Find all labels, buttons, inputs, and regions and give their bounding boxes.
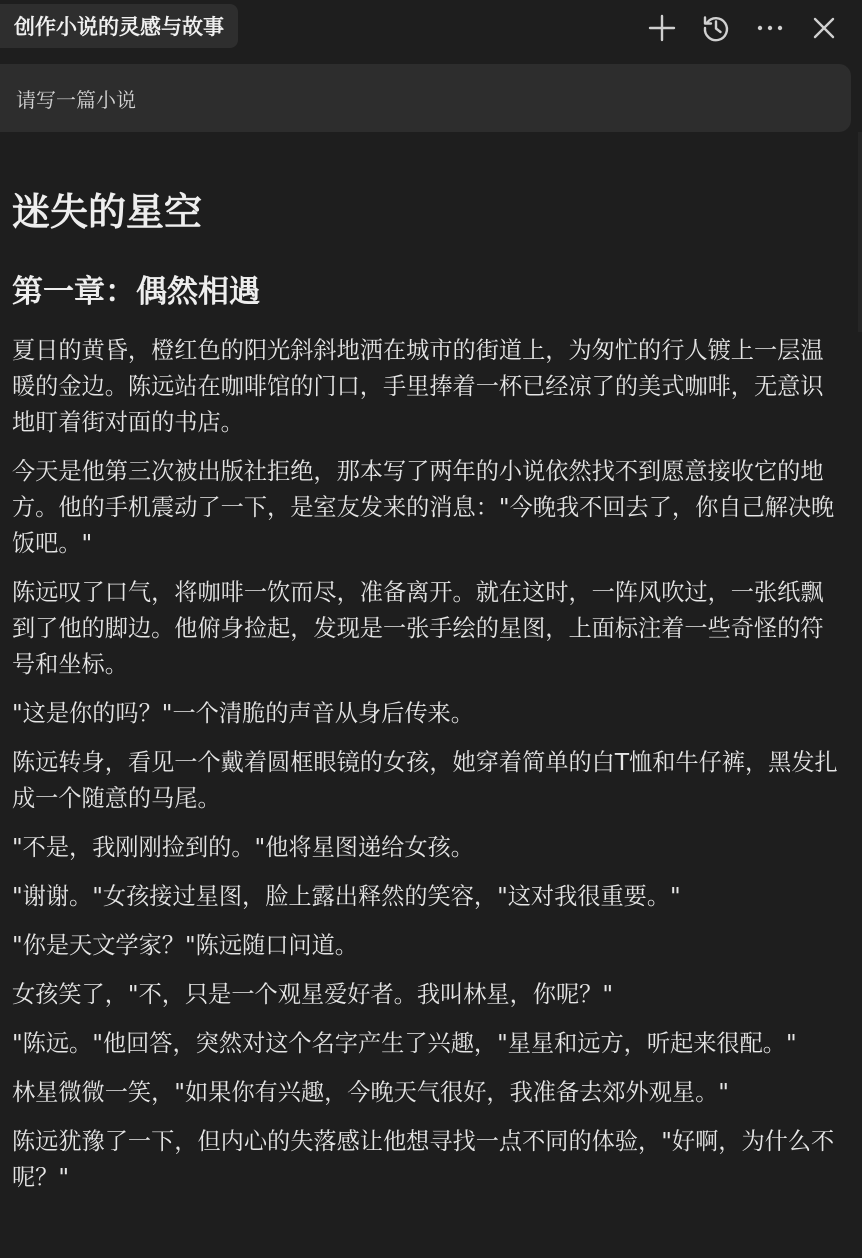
story-content xyxy=(12,190,838,1209)
paragraph: 陈远犹豫了一下，但内心的失落感让他想寻找一点不同的体验，"好啊，为什么不呢？" xyxy=(12,1127,835,1191)
paragraph: 夏日的黄昏，橙红色的阳光斜斜地洒在城市的街道上，为匆忙的行人镀上一层温暖的金边。陈远站在咖啡馆的门口，手里捧着一杯已经凉了的美式咖啡，无意识地盯着街对面的书店。 xyxy=(12,336,824,436)
paragraph: "这是你的吗？"一个清脆的声音从身后传来。 xyxy=(12,699,474,727)
more-icon xyxy=(755,13,785,43)
new-chat-button[interactable] xyxy=(640,6,684,50)
paragraph: 陈远叹了口气，将咖啡一饮而尽，准备离开。就在这时，一阵风吹过，一张纸飘到了他的脚边。他俯身捡起，发现是一张手绘的星图，上面标注着一些奇怪的符号和坐标。 xyxy=(12,578,824,678)
novel-title: 迷失的星空 xyxy=(12,190,203,234)
conversation-title[interactable]: 创作小说的灵感与故事 xyxy=(0,4,238,48)
history-icon xyxy=(701,13,731,43)
paragraph: 今天是他第三次被出版社拒绝，那本写了两年的小说依然找不到愿意接收它的地方。他的手机震动了一下，是室友发来的消息："今晚我不回去了，你自己解决晚饭吧。" xyxy=(12,457,835,557)
header-actions xyxy=(640,6,846,50)
user-prompt-message: 请写一篇小说 xyxy=(0,64,851,132)
close-button[interactable] xyxy=(802,6,846,50)
paragraph: 陈远转身，看见一个戴着圆框眼镜的女孩，她穿着简单的白T恤和牛仔裤，黑发扎成一个随意的马尾。 xyxy=(12,748,838,812)
story-paragraphs xyxy=(12,333,838,1196)
scrollbar[interactable] xyxy=(858,132,862,332)
paragraph: "谢谢。"女孩接过星图，脸上露出释然的笑容，"这对我很重要。" xyxy=(12,882,681,910)
paragraph: "陈远。"他回答，突然对这个名字产生了兴趣，"星星和远方，听起来很配。" xyxy=(12,1029,797,1057)
paragraph: "你是天文学家？"陈远随口问道。 xyxy=(12,931,358,959)
chapter-title: 第一章：偶然相遇 xyxy=(12,273,260,310)
plus-icon xyxy=(647,13,677,43)
paragraph: 女孩笑了，"不，只是一个观星爱好者。我叫林星，你呢？" xyxy=(12,980,614,1008)
close-icon xyxy=(809,13,839,43)
paragraph: "不是，我刚刚捡到的。"他将星图递给女孩。 xyxy=(12,833,474,861)
top-bar xyxy=(0,0,862,56)
more-button[interactable] xyxy=(748,6,792,50)
history-button[interactable] xyxy=(694,6,738,50)
paragraph: 林星微微一笑，"如果你有兴趣，今晚天气很好，我准备去郊外观星。" xyxy=(12,1078,729,1106)
